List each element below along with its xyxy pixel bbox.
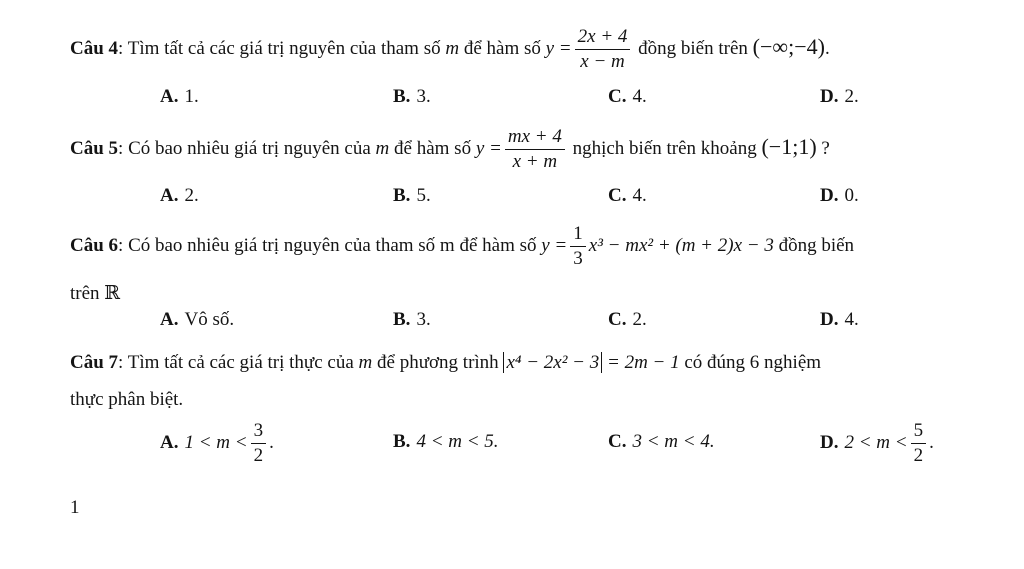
- q6-answer-c-val: 2.: [632, 309, 647, 330]
- q4-answer-d: [820, 86, 859, 108]
- question-5-var: m: [375, 137, 390, 159]
- question-5-end: ?: [816, 137, 830, 159]
- q4-answer-c-key: C.: [608, 86, 627, 107]
- q6-answer-b-key: B.: [393, 309, 411, 330]
- q6-answer-d: [820, 309, 859, 331]
- q5-answer-c-val: 4.: [632, 185, 647, 206]
- question-4-y: y =: [545, 37, 572, 59]
- question-5-text: : Có bao nhiêu giá trị nguyên của: [118, 137, 376, 159]
- question-6-text: : Có bao nhiêu giá trị nguyên của tham số m để hàm số: [118, 234, 542, 256]
- question-6-fraction: [570, 222, 586, 271]
- question-7-absolute: x⁴ − 2x² − 3: [503, 352, 602, 373]
- q6-answer-a: [160, 309, 234, 331]
- question-4: [70, 25, 830, 74]
- q5-answer-b-key: B.: [393, 185, 411, 206]
- q6-answer-a-key: A.: [160, 309, 179, 330]
- question-7-text2: để phương trình: [372, 352, 504, 373]
- q7-answer-b-key: B.: [393, 431, 411, 452]
- question-7-equation: = 2m − 1: [602, 352, 680, 373]
- q7-answer-a: [160, 419, 274, 468]
- q7-answer-d: [820, 419, 934, 468]
- question-4-numerator: 2x + 4: [575, 25, 631, 50]
- question-6-numerator: 1: [570, 222, 586, 247]
- question-6-denominator: 3: [573, 248, 583, 269]
- q4-answer-d-val: 2.: [844, 86, 859, 107]
- q4-answer-a-key: A.: [160, 86, 179, 107]
- page-number: 1: [70, 497, 80, 518]
- question-5: [70, 125, 830, 174]
- question-5-text2: để hàm số: [389, 137, 476, 159]
- question-5-text3: nghịch biến trên khoảng: [567, 137, 762, 159]
- q7-answer-c: [608, 431, 715, 453]
- q7-answer-d-denominator: 2: [913, 445, 924, 466]
- question-5-y: y =: [475, 137, 502, 159]
- question-4-end: .: [824, 37, 830, 59]
- q7-answer-d-numerator: 5: [911, 419, 927, 444]
- q4-answer-b-val: 3.: [416, 86, 431, 107]
- q6-answer-c: [608, 309, 647, 331]
- q5-answer-d-val: 0.: [844, 185, 859, 206]
- q4-answer-a-val: 1.: [184, 86, 199, 107]
- question-6-text3: đồng biến: [773, 234, 855, 256]
- question-5-denominator: x + m: [512, 151, 558, 172]
- q7-answer-d-key: D.: [820, 431, 839, 453]
- question-4-label: Câu 4: [70, 37, 119, 59]
- q6-answer-d-key: D.: [820, 309, 839, 330]
- q7-answer-c-key: C.: [608, 431, 627, 452]
- q7-answer-b: [393, 431, 499, 453]
- q5-answer-a-key: A.: [160, 185, 179, 206]
- q7-answer-b-val: 4 < m < 5.: [416, 431, 499, 452]
- question-7-text3: có đúng 6 nghiệm: [679, 352, 822, 373]
- q6-answer-b: [393, 309, 431, 331]
- q7-answer-c-val: 3 < m < 4.: [632, 431, 715, 452]
- q7-answer-d-post: .: [929, 431, 934, 453]
- question-6-label: Câu 6: [70, 234, 119, 256]
- q4-answer-c: [608, 86, 647, 108]
- question-4-text3: đồng biến trên: [633, 37, 753, 59]
- q7-answer-a-numerator: 3: [251, 419, 267, 444]
- question-5-numerator: mx + 4: [505, 125, 565, 150]
- q6-answer-c-key: C.: [608, 309, 627, 330]
- q6-answer-a-val: Vô số.: [184, 309, 235, 330]
- question-5-label: Câu 5: [70, 137, 119, 159]
- q7-answer-a-fraction: [251, 419, 267, 468]
- q7-answer-d-fraction: [911, 419, 927, 468]
- q5-answer-a: [160, 185, 199, 207]
- q5-answer-c: [608, 185, 647, 207]
- question-4-text2: để hàm số: [459, 37, 546, 59]
- question-6-polynomial: x³ − mx² + (m + 2)x − 3: [588, 234, 774, 256]
- question-4-fraction: [575, 25, 631, 74]
- question-6: [70, 222, 854, 271]
- q7-answer-a-post: .: [269, 431, 274, 453]
- question-4-var: m: [445, 37, 460, 59]
- question-6-y: y =: [541, 234, 568, 256]
- question-7-var: m: [358, 352, 373, 373]
- question-4-denominator: x − m: [580, 51, 625, 72]
- q5-answer-c-key: C.: [608, 185, 627, 206]
- question-5-interval: (−1;1): [761, 133, 817, 159]
- q7-answer-a-pre: 1 < m <: [184, 431, 248, 453]
- q4-answer-a: [160, 86, 199, 108]
- question-4-text: : Tìm tất cả các giá trị nguyên của tham số: [118, 37, 446, 59]
- q4-answer-b-key: B.: [393, 86, 411, 107]
- q5-answer-b-val: 5.: [416, 185, 431, 206]
- q7-answer-d-pre: 2 < m <: [844, 431, 908, 453]
- q5-answer-b: [393, 185, 431, 207]
- question-7: [70, 352, 821, 374]
- question-6-continuation: trên ℝ: [70, 283, 121, 304]
- q4-answer-c-val: 4.: [632, 86, 647, 107]
- q4-answer-d-key: D.: [820, 86, 839, 107]
- question-7-label: Câu 7: [70, 352, 119, 373]
- q5-answer-a-val: 2.: [184, 185, 199, 206]
- q7-answer-a-key: A.: [160, 431, 179, 453]
- q6-answer-b-val: 3.: [416, 309, 431, 330]
- q5-answer-d: [820, 185, 859, 207]
- q6-answer-d-val: 4.: [844, 309, 859, 330]
- q4-answer-b: [393, 86, 431, 108]
- question-7-continuation: thực phân biệt.: [70, 389, 184, 410]
- q5-answer-d-key: D.: [820, 185, 839, 206]
- question-4-interval: (−∞;−4): [752, 33, 825, 59]
- q7-answer-a-denominator: 2: [253, 445, 264, 466]
- question-5-fraction: [505, 125, 565, 174]
- question-7-text: : Tìm tất cả các giá trị thực của: [118, 352, 359, 373]
